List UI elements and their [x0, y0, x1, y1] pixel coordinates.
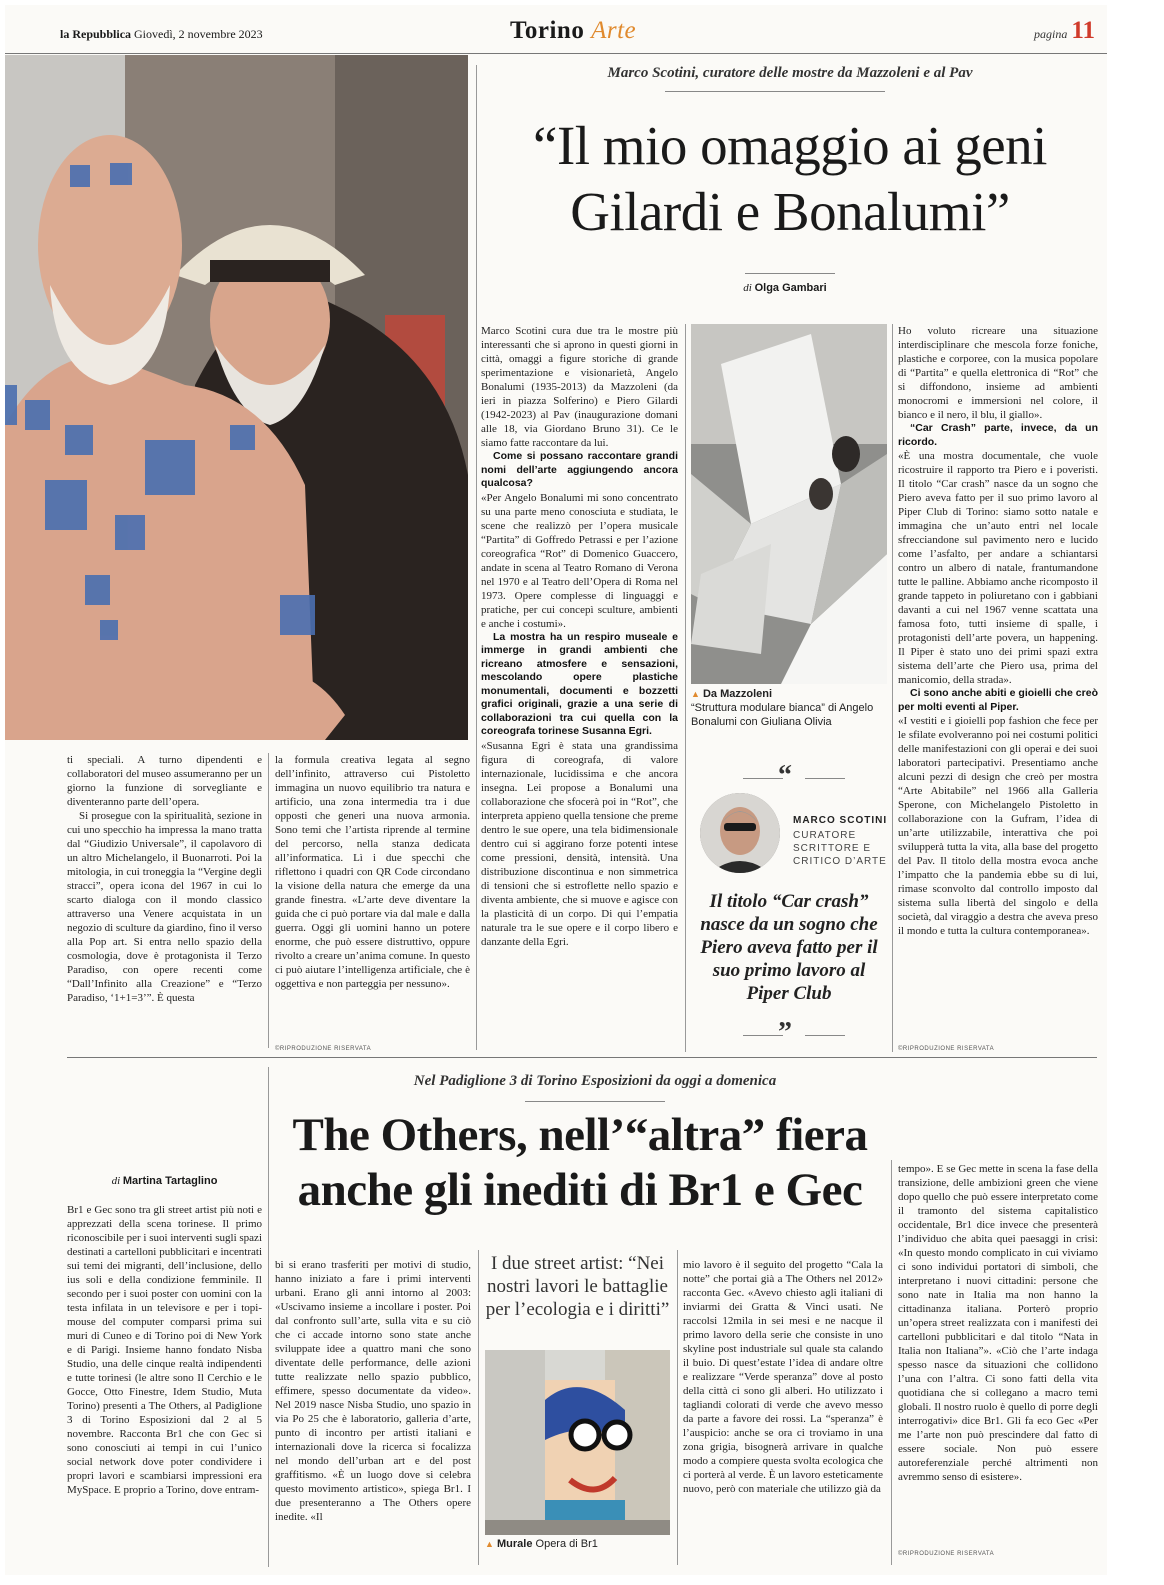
kicker-rule [665, 91, 885, 92]
author-role-line: CURATORE [793, 830, 857, 841]
page-label: pagina [1034, 27, 1068, 41]
caption-title: Da Mazzoleni [702, 688, 773, 700]
headline-line-1: The Others, nell’“altra” fiera [292, 1109, 868, 1161]
paragraph: tempo». E se Gec mette in scena la fase della transizione, delle ambizioni green che viene dopo quello che può essere interpretato come il tramonto del sistema capitalistico occidentale, Br1 dice invece che presenterà l’individuo che abita quei paesaggi in crisi: «In questo mondo complicato in cui viviamo ci sono individui portatori di simboli, che interpretano i nuovi cittadini: persone che sono nate in Italia ma non hanno la cittadinanza italiana. Porterò proprio un’opera street realizzata con i manifesti dei cartelloni pubblicitari e dal titolo “Nata in Italia non Italiana”». «Ciò che l’arte indaga spesso nasce da situazioni che collidono l’una con l’altra. Ci sono fatti della vita quotidiana che si collegano a macro temi globali. Il nostro ruolo è quello di porre degli interrogativi» dice Br1. Gli fa eco Gec «Per me l’arte non può prescindere dal fatto di essere sociale. Non può essere autoreferenziale perché altrimenti non avremmo senso di esistere». [898, 1163, 1098, 1483]
mural-photo [485, 1350, 670, 1535]
caption-triangle-icon: ▲ [485, 1539, 494, 1549]
article1-headline [480, 113, 1100, 245]
article2-kicker: Nel Padiglione 3 di Torino Esposizioni da oggi a domenica [413, 1073, 777, 1089]
article1-column-left [67, 753, 262, 1055]
mural-caption [485, 1537, 670, 1551]
newspaper-page [5, 5, 1107, 1575]
pull-quote: Il titolo “Car crash” nasce da un sogno che Piero aveva fatto per il suo primo lavoro al Piper Club [700, 891, 878, 1004]
headline-line-2: Gilardi e Bonalumi” [570, 181, 1010, 242]
byline-prefix: di [111, 1175, 121, 1187]
page-number-value: 11 [1071, 17, 1095, 44]
article2-byline [67, 1175, 262, 1187]
section-title [510, 17, 636, 45]
paragraph: «Susanna Egri è stata una grandissima figura di coreografa, di valore internazionale, lucidissima e che ancora insegna. Lei propose a Bonalumi una collaborazione che sfocerà poi in “Rot”, che interpreta appieno quella tensione che preme dentro le sue opere, una tela bidimensionale dentro cui si aggirano forze potenti intese come pressioni, densità, intensità. Una distribuzione discontinua e non simmetrica di tensioni che si estroflette nello spazio e diventa ambiente, che si muove e agisce con la plasticità di un corpo. Di qui l’empatia naturale tra le sue opere e il corpo libero e danzante della Egri. [481, 739, 678, 948]
paragraph: «Per Angelo Bonalumi mi sono concentrato su una parte meno conosciuta e studiata, le scene che realizzò per l’opera musicale “Partita” di Goffredo Petrassi e per l’azione coreografica “Rot” di Domenico Guaccero, andate in scena al Teatro Romano di Verona nel 1970 e al Teatro dell’Opera di Roma nel 1973. Opere complesse di linguaggi e pratiche, per cui concepì sculture, ambienti e anche i costumi». [481, 491, 678, 630]
paragraph: la formula creativa legata al segno dell’infinito, attraverso cui Pistoletto immagina un nuovo equilibrio tra natura e artificio, una zona intermedia tra i due opposti che generi una nuova armonia. Sono temi che l’artista riprende al termine del percorso, nella stanza dedicata all’informatica. Lì i due specchi che riflettono i quadri con QR Code circondano la visione della natura che emerge da una grande finestra. «L’arte deve diventare la guida che ci può portare via dal male e dalla guerra. Oggi gli uomini hanno un potere enorme, che può essere distruttivo, oppure rivolto a creare un’anima comune. In questo ci può aiutare l’intelligenza artificiale, che è oggettiva e non parteggia per nessuno». [275, 754, 470, 990]
paragraph: Marco Scotini cura due tra le mostre più interessanti che si aprono in questi giorni in città, omaggi a figure storiche di grande sperimentazione e visionarietà, Angelo Bonalumi (1935-2013) da Mazzoleni (da ieri in piazza Solferino) e Piero Gilardi (1942-2023) al Pav (inaugurazione domani alle 18, via Giordano Bruno 31). Ce le siamo fatte raccontare da lui. [481, 325, 678, 449]
column-divider [478, 1250, 479, 1565]
question: Ci sono anche abiti e gioielli che creò per molti eventi al Piper. [898, 687, 1098, 713]
article2-column-2 [275, 1258, 471, 1565]
masthead-brand [60, 27, 263, 42]
caption-text: “Struttura modulare bianca” di Angelo Bonalumi con Giuliana Olivia [691, 702, 874, 728]
quote-rule-right [805, 778, 845, 779]
article1-column-main [481, 324, 678, 1052]
author-name: MARCO SCOTINI [793, 815, 888, 826]
column-divider [891, 1160, 892, 1565]
column-divider [677, 1250, 678, 1565]
headline-line-1: “Il mio omaggio ai geni [533, 115, 1047, 176]
article1-kicker: Marco Scotini, curatore delle mostre da Mazzoleni e al Pav [607, 65, 973, 81]
copyright-notice: ©RIPRODUZIONE RISERVATA [898, 1046, 995, 1052]
author-role [793, 829, 887, 868]
section-topic: Arte [591, 17, 637, 44]
column-divider [476, 65, 477, 1050]
byline-rule [745, 273, 835, 274]
copyright-notice: ©RIPRODUZIONE RISERVATA [898, 1551, 995, 1557]
paragraph: mio lavoro è il seguito del progetto “Cala la notte” che portai già a The Others nel 2012» racconta Gec. «Avevo chiesto agli italiani di inviarmi dei Gratta & Vinci usati. Ne raccolsi 12mila in sei mesi e ne nacque il primo lavoro della serie che consiste in uno skyline post industriale sul quale sta calando il buio. Di quest’estate l’idea di andare oltre e realizzare “Verde speranza” dove al posto della città ci sono gli alberi. Ho utilizzato i tagliandi colorati di verde che avevo messo da parte a favore dei rossi. La “speranza” è l’auspicio: anche se ora ci troviamo in una zona grigia, bisognerà arrivare in qualche modo a compiere questa svolta ecologica che ci porterà al verde. È un lavoro esteticamente nuovo, però con materiale che utilizzo già da [683, 1259, 883, 1495]
article2-column-4 [898, 1162, 1098, 1544]
issue-date: Giovedì, 2 novembre 2023 [134, 27, 263, 41]
paragraph: ti speciali. A turno dipendenti e collaboratori del museo assumeranno per un giorno la funzione di sorvegliante e diventeranno parte dell’opera. [67, 754, 262, 808]
brand-name: la Repubblica [60, 27, 132, 41]
article1-byline [685, 282, 885, 294]
article2-highlight: I due street artist: “Nei nostri lavori le battaglie per l’ecologia e i diritti” [485, 1253, 670, 1320]
column-divider [892, 324, 893, 1052]
article1-column-right [898, 324, 1098, 1039]
copyright-notice: ©RIPRODUZIONE RISERVATA [275, 1046, 372, 1052]
byline-author: Olga Gambari [754, 282, 827, 294]
question: “Car Crash” parte, invece, da un ricordo. [898, 422, 1098, 448]
column-divider [685, 324, 686, 1052]
caption-title: Murale [496, 1538, 533, 1550]
article2-headline [275, 1108, 885, 1218]
question: Come si possano raccontare grandi nomi dell’arte aggiungendo ancora qualcosa? [481, 450, 678, 489]
paragraph: Br1 e Gec sono tra gli street artist più noti e apprezzati della scena torinese. Il primo riconoscibile per i suoi interventi sugli spazi destinati a cartelloni pubblicitari e incentrati sui temi dei migranti, dell’inclusione, dello ius soli e della condizione femminile. Il secondo per i suoi poster con uomini con la testa infilata in un televisore e per i topi-mouse del computer comparsi prima sui muri di Cuneo e di Torino poi di New York e di Parigi. Insieme hanno fondato Nisba Studio, una delle cinque realtà indipendenti e tutte torinesi (le altre sono Il Cerchio e le Gocce, Otto Finestre, Idem Studio, Muta Torino) presenti a The Others, al Padiglione 3 di Torino Esposizioni dal 2 al 5 novembre. Racconta Br1 che con Gec si sono conosciuti ai tempi in cui l’unico social network dove poter condividere i propri lavori e scambiarsi impressioni era MySpace. E proprio a Torino, dove entram- [67, 1204, 262, 1496]
quote-rule-right [805, 1035, 845, 1036]
byline-author: Martina Tartaglino [122, 1175, 218, 1187]
header-divider [5, 53, 1107, 54]
caption-text: Opera di Br1 [535, 1538, 598, 1550]
byline-prefix: di [743, 282, 752, 294]
paragraph: Ho voluto ricreare una situazione interdisciplinare che mescola forze foniche, plastiche e corporee, con la musica popolare di “Partita” e quella elettronica di “Rot” che si diffondono, insieme ad ambienti monocromi e immersioni nel colore, il bianco e il nero, il blu, il giallo». [898, 325, 1098, 421]
article1-column-left2 [275, 753, 470, 1043]
column-divider [268, 1067, 269, 1567]
bonalumi-photo [691, 324, 887, 684]
open-quote-icon: “ [778, 760, 792, 791]
author-role-line: CRITICO D’ARTE [793, 856, 887, 867]
author-role-line: SCRITTORE E [793, 843, 872, 854]
section-city: Torino [510, 17, 585, 44]
bonalumi-photo-caption [691, 687, 887, 729]
page-number [1034, 17, 1095, 45]
paragraph: Si prosegue con la spiritualità, sezione in cui uno specchio ha impressa la mano tratta dal “Giudizio Universale”, il capolavoro di un altro Michelangelo, il Buonarroti. Poi la mitologia, in cui troneggia la “Vergine degli stracci”, opera icona del 1967 in cui lo scarto dialoga con il mondo classico attraverso una Venere acquistata in un negozio di sculture da giardino, fino il verso alla Pop art. Si entra nello spazio della cosmologia, dove è protagonista il Terzo Paradiso, con opere recenti come “Dall’Infinito alla Creazione” e “Terzo Paradiso, ‘1+1=3’”. È questa [67, 810, 262, 1004]
caption-triangle-icon: ▲ [691, 689, 700, 699]
article-separator [67, 1057, 1097, 1058]
question: La mostra ha un respiro museale e immerge in grandi ambienti che ricreano atmosfere e sensazioni, mescolando opere plastiche monumentali, documenti e bozzetti grafici originali, grazie a una serie di collaborazioni tra cui quella con la coreografa torinese Susanna Egri. [481, 630, 678, 737]
close-quote-icon: ” [778, 1017, 792, 1048]
paragraph: «I vestiti e i gioielli pop fashion che fece per le sfilate evolveranno poi nei costumi politici delle manifestazioni con gli operai e dei suoi laboratori partecipativi. Presentiamo anche alcuni pezzi di design che creò per mostra “Arte Abitabile” nel 1966 alla Galleria Sperone, con Michelangelo Pistoletto in collaborazione con la Gufram, l’idea di un’arte utilizzabile, interattiva che poi svilupperà tutta la vita, alla base del progetto del Pav. Il titolo della mostra evoca anche l’impatto che la pandemia ebbe su di lui, rimase sconvolto dal controllo imposto dal sistema sulla libertà del singolo e della società, dal viraggio a destra che aveva preso il mondo e tutta la cultura contemporanea». [898, 715, 1098, 937]
column-divider [268, 753, 269, 1048]
paragraph: «È una mostra documentale, che vuole ricostruire il rapporto tra Piero e i poveristi. Il titolo “Car crash” nasce da un sogno che Piero aveva fatto per il suo primo lavoro al Piper Club di Torino: siamo sotto natale e immagina che un’auto entri nel locale sfrecciandone sul pavimento nero e lucido come l’asfalto, per andare a schiantarsi contro un albero di natale, frantumandone tutte le palline. Abbiamo anche ricomposto il grande tappeto in poliuretano con i gabbiani davanti a cui nel 1967 venne scattata una famosa foto, tutti insieme di spalle, i protagonisti dell’arte povera, un happening. Il Piper è stato uno dei primi spazi extra sistema dell’arte che Piero usa, prima del manicomio, della strada». [898, 450, 1098, 686]
paragraph: bi si erano trasferiti per motivi di studio, hanno iniziato a fare i primi interventi urbani. Erano gli anni intorno al 2003: «Uscivamo insieme a incollare i poster. Poi dal confronto sull’arte, sulla vita e su ciò che ci accade intorno sono state anche sviluppate idee a quattro mani che sono diventate delle performance, delle azioni tutte realizzate nello spazio pubblico, effimere, spesso documentate da video». Nel 2019 nasce Nisba Studio, uno spazio in via Po 25 che è laboratorio, galleria d’arte, punto di incontro per artisti italiani e internazionali dove la ricerca si focalizza nel mondo dell’urban art e del post graffitismo. «È un luogo dove si celebra questo movimento artistico», spiega Br1. I due presenteranno a The Others opere inedite. «Il [275, 1259, 471, 1523]
author-portrait [700, 793, 780, 873]
kicker-rule [525, 1101, 665, 1102]
article2-column-1 [67, 1203, 262, 1565]
headline-line-2: anche gli inediti di Br1 e Gec [297, 1163, 863, 1216]
article-photo-pistoletto [5, 55, 468, 740]
article2-column-3 [683, 1258, 883, 1565]
